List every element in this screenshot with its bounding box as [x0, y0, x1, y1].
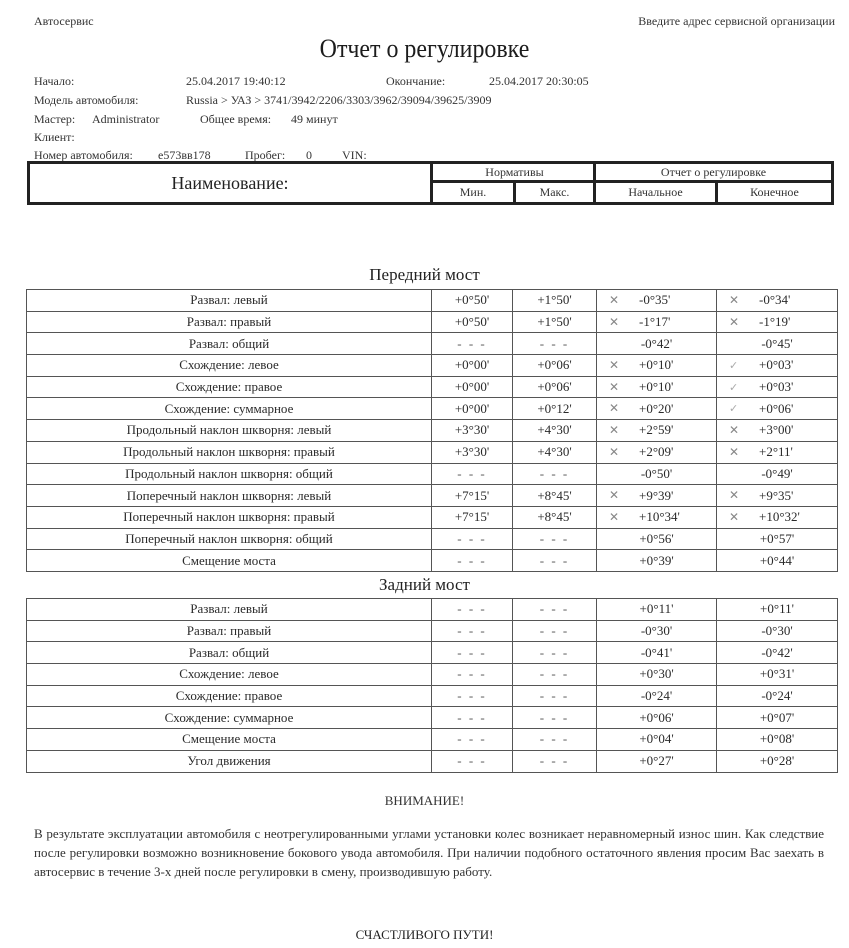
- min-cell: [432, 620, 513, 642]
- initial-cell-value: -0°41': [640, 644, 673, 660]
- min-cell-value: +0°00': [454, 379, 490, 395]
- table-row: [27, 664, 838, 686]
- initial-cell-value: -0°50': [640, 465, 673, 481]
- min-cell: [432, 441, 513, 463]
- cross-icon: ✕: [729, 444, 740, 459]
- cross-icon: ✕: [609, 509, 620, 524]
- final-cell-value: -1°19': [759, 314, 791, 330]
- max-cell: [513, 550, 597, 572]
- final-cell: [717, 550, 838, 572]
- min-cell-value: +3°30': [454, 422, 490, 438]
- max-cell-value: +1°50': [537, 292, 572, 308]
- min-cell-value: +7°15': [454, 509, 490, 525]
- plate-value: е573вв178: [158, 148, 211, 162]
- max-cell-value: +4°30': [537, 422, 572, 438]
- min-cell: [432, 664, 513, 686]
- cross-icon: ✕: [609, 401, 620, 416]
- column-header-initial: Начальное: [628, 185, 683, 199]
- initial-cell: [597, 463, 717, 485]
- initial-cell-value: +9°39': [639, 487, 674, 503]
- initial-cell: [597, 528, 717, 550]
- end-value: 25.04.2017 20:30:05: [489, 74, 589, 88]
- column-header-final: Конечное: [750, 185, 799, 199]
- max-cell-value: - - -: [539, 688, 570, 704]
- min-cell: [432, 550, 513, 572]
- initial-cell-value: +0°10': [639, 379, 674, 395]
- table-row: [27, 355, 838, 377]
- min-cell: [432, 599, 513, 621]
- max-cell: [513, 620, 597, 642]
- final-cell: [717, 506, 838, 528]
- initial-cell-value: +0°10': [639, 357, 674, 373]
- column-header-min: Мин.: [459, 185, 487, 199]
- table-row: [27, 398, 838, 420]
- vin-label: VIN:: [342, 148, 367, 162]
- final-cell: [717, 685, 838, 707]
- min-cell: [432, 355, 513, 377]
- table-row: [27, 620, 838, 642]
- cross-icon: ✕: [609, 488, 620, 503]
- parameter-name: Схождение: левое: [27, 355, 432, 377]
- min-cell: [432, 398, 513, 420]
- min-cell: [432, 506, 513, 528]
- final-cell-value: -0°24': [761, 688, 793, 704]
- parameter-name: Развал: общий: [27, 333, 432, 355]
- max-cell: [513, 528, 597, 550]
- final-cell-value: +3°00': [759, 422, 794, 438]
- final-cell-value: +2°11': [759, 444, 793, 460]
- min-cell-value: - - -: [457, 688, 487, 704]
- table-row: [27, 528, 838, 550]
- max-cell-value: - - -: [539, 601, 570, 617]
- initial-cell: [597, 642, 717, 664]
- min-cell: [432, 750, 513, 772]
- initial-cell: [597, 729, 717, 751]
- min-cell: [432, 528, 513, 550]
- final-cell: [717, 707, 838, 729]
- table-row: [27, 441, 838, 463]
- max-cell-value: +0°06': [537, 357, 572, 373]
- min-cell-value: +0°50': [454, 314, 490, 330]
- table-row: [27, 750, 838, 772]
- final-cell-value: -0°30': [761, 623, 793, 639]
- initial-cell: [597, 420, 717, 442]
- min-cell: [432, 463, 513, 485]
- final-cell-value: -0°45': [761, 335, 793, 351]
- table-row: [27, 599, 838, 621]
- max-cell: [513, 729, 597, 751]
- min-cell-value: - - -: [457, 335, 487, 351]
- parameter-name: Поперечный наклон шкворня: левый: [27, 485, 432, 507]
- min-cell: [432, 290, 513, 312]
- final-cell: [717, 355, 838, 377]
- initial-cell-value: +0°27': [639, 753, 674, 769]
- min-cell: [432, 729, 513, 751]
- parameter-name: Схождение: правое: [27, 685, 432, 707]
- min-cell-value: - - -: [457, 601, 487, 617]
- min-cell-value: - - -: [457, 530, 487, 546]
- min-cell-value: - - -: [457, 731, 487, 747]
- initial-cell-value: -1°17': [639, 314, 671, 330]
- initial-cell-value: +2°09': [639, 444, 674, 460]
- max-cell-value: - - -: [539, 335, 570, 351]
- parameter-name: Схождение: левое: [27, 664, 432, 686]
- min-cell-value: +0°50': [454, 292, 490, 308]
- min-cell: [432, 707, 513, 729]
- max-cell: [513, 311, 597, 333]
- parameter-name: Продольный наклон шкворня: правый: [27, 441, 432, 463]
- initial-cell-value: +0°56': [639, 530, 674, 546]
- front-axle-table: [26, 289, 838, 572]
- mileage-value: 0: [306, 148, 312, 162]
- final-cell-value: +0°28': [759, 753, 795, 769]
- max-cell: [513, 290, 597, 312]
- final-cell-value: +0°07': [759, 709, 795, 725]
- final-cell: [717, 441, 838, 463]
- max-cell: [513, 664, 597, 686]
- max-cell-value: +4°30': [537, 444, 572, 460]
- final-cell-value: -0°34': [759, 292, 791, 308]
- final-cell-value: -0°42': [761, 644, 793, 660]
- max-cell: [513, 707, 597, 729]
- max-cell: [513, 599, 597, 621]
- initial-cell: [597, 355, 717, 377]
- client-label: Клиент:: [34, 130, 75, 144]
- parameter-name: Развал: правый: [27, 311, 432, 333]
- notice-text: В результате эксплуатации автомобиля с неотрегулированными углами установки колес возникает неравномерный износ шин. Как следствие после регулировки возможно возникновение бокового увода автомобиля. При наличии подобного остаточного явления просим Вас заехать в автосервис в течение 3-х дней после регулировки в смену, производившую работу.: [34, 826, 824, 879]
- section-title-rear-axle: Задний мост: [379, 575, 470, 594]
- table-row: [27, 376, 838, 398]
- total-time-value: 49 минут: [291, 112, 338, 126]
- service-address: Введите адрес сервисной организации: [638, 14, 835, 28]
- attention-heading: ВНИМАНИЕ!: [384, 793, 465, 808]
- initial-cell-value: -0°30': [640, 623, 673, 639]
- final-cell: [717, 333, 838, 355]
- max-cell-value: +8°45': [537, 487, 572, 503]
- start-label: Начало:: [34, 74, 75, 88]
- final-cell: [717, 376, 838, 398]
- final-cell: [717, 664, 838, 686]
- initial-cell: [597, 707, 717, 729]
- final-cell-value: +0°11': [760, 601, 794, 617]
- parameter-name: Угол движения: [27, 750, 432, 772]
- table-row: [27, 311, 838, 333]
- table-row: [27, 506, 838, 528]
- check-icon: ✓: [729, 359, 739, 372]
- initial-cell: [597, 311, 717, 333]
- cross-icon: ✕: [729, 509, 740, 524]
- final-cell: [717, 620, 838, 642]
- initial-cell: [597, 485, 717, 507]
- parameter-name: Поперечный наклон шкворня: правый: [27, 506, 432, 528]
- cross-icon: ✕: [609, 357, 620, 372]
- initial-cell: [597, 664, 717, 686]
- min-cell-value: +7°15': [454, 487, 490, 503]
- final-cell-value: +0°31': [759, 666, 795, 682]
- parameter-name: Развал: левый: [27, 599, 432, 621]
- initial-cell-value: +10°34': [639, 509, 680, 525]
- parameter-name: Развал: левый: [27, 290, 432, 312]
- initial-cell-value: +0°20': [639, 400, 674, 416]
- final-cell-value: +0°06': [759, 400, 794, 416]
- min-cell: [432, 485, 513, 507]
- max-cell-value: +0°12': [537, 400, 572, 416]
- parameter-name: Поперечный наклон шкворня: общий: [27, 528, 432, 550]
- initial-cell: [597, 550, 717, 572]
- initial-cell: [597, 620, 717, 642]
- parameter-name: Схождение: правое: [27, 376, 432, 398]
- min-cell-value: - - -: [457, 644, 487, 660]
- initial-cell: [597, 333, 717, 355]
- min-cell-value: +0°00': [454, 400, 490, 416]
- initial-cell-value: +2°59': [639, 422, 674, 438]
- initial-cell: [597, 750, 717, 772]
- final-cell-value: +0°03': [759, 379, 794, 395]
- page-title: Отчет о регулировке: [319, 34, 530, 63]
- max-cell: [513, 376, 597, 398]
- table-row: [27, 707, 838, 729]
- rear-axle-table: [26, 598, 838, 773]
- cross-icon: ✕: [729, 422, 740, 437]
- min-cell-value: - - -: [457, 709, 487, 725]
- initial-cell: [597, 441, 717, 463]
- parameter-name: Схождение: суммарное: [27, 398, 432, 420]
- min-cell-value: - - -: [457, 753, 487, 769]
- column-header-max: Макс.: [539, 185, 570, 199]
- final-cell-value: +0°57': [759, 530, 795, 546]
- column-header-name: Наименование:: [30, 164, 433, 202]
- column-group-report: Отчет о регулировке: [596, 164, 831, 183]
- parameter-name: Продольный наклон шкворня: левый: [27, 420, 432, 442]
- initial-cell-value: -0°35': [639, 292, 671, 308]
- final-cell: [717, 420, 838, 442]
- final-cell: [717, 729, 838, 751]
- final-cell: [717, 290, 838, 312]
- final-cell-value: +0°08': [759, 731, 795, 747]
- final-cell-value: +10°32': [759, 509, 800, 525]
- max-cell: [513, 685, 597, 707]
- check-icon: ✓: [729, 381, 739, 394]
- cross-icon: ✕: [609, 292, 620, 307]
- max-cell: [513, 463, 597, 485]
- min-cell: [432, 642, 513, 664]
- max-cell-value: - - -: [539, 731, 570, 747]
- max-cell: [513, 420, 597, 442]
- cross-icon: ✕: [729, 488, 740, 503]
- final-cell-value: +0°44': [759, 552, 795, 568]
- end-label: Окончание:: [386, 74, 446, 88]
- master-label: Мастер:: [34, 112, 76, 126]
- cross-icon: ✕: [609, 379, 620, 394]
- cross-icon: ✕: [609, 444, 620, 459]
- min-cell: [432, 376, 513, 398]
- table-row: [27, 685, 838, 707]
- min-cell: [432, 311, 513, 333]
- initial-cell: [597, 685, 717, 707]
- total-time-label: Общее время:: [200, 112, 272, 126]
- cross-icon: ✕: [729, 292, 740, 307]
- initial-cell: [597, 290, 717, 312]
- max-cell-value: - - -: [539, 709, 570, 725]
- max-cell-value: - - -: [539, 753, 570, 769]
- table-row: [27, 333, 838, 355]
- table-row: [27, 420, 838, 442]
- min-cell-value: +0°00': [454, 357, 490, 373]
- min-cell-value: - - -: [457, 666, 487, 682]
- model-label: Модель автомобиля:: [34, 93, 139, 107]
- section-title-front-axle: Передний мост: [369, 265, 480, 284]
- max-cell: [513, 333, 597, 355]
- max-cell: [513, 485, 597, 507]
- initial-cell-value: +0°11': [639, 601, 674, 617]
- max-cell-value: - - -: [539, 552, 570, 568]
- max-cell-value: - - -: [539, 623, 570, 639]
- max-cell: [513, 398, 597, 420]
- final-cell: [717, 485, 838, 507]
- final-cell: [717, 311, 838, 333]
- max-cell-value: - - -: [539, 465, 570, 481]
- model-value: Russia > УАЗ > 3741/3942/2206/3303/3962/39094/39625/3909: [186, 93, 492, 107]
- max-cell-value: +1°50': [537, 314, 572, 330]
- max-cell-value: +8°45': [537, 509, 572, 525]
- max-cell-value: - - -: [539, 644, 570, 660]
- plate-label: Номер автомобиля:: [34, 148, 133, 162]
- min-cell-value: +3°30': [454, 444, 490, 460]
- final-cell-value: -0°49': [761, 465, 793, 481]
- max-cell: [513, 506, 597, 528]
- farewell-text: СЧАСТЛИВОГО ПУТИ!: [355, 927, 494, 942]
- min-cell: [432, 420, 513, 442]
- min-cell: [432, 333, 513, 355]
- min-cell: [432, 685, 513, 707]
- parameter-name: Схождение: суммарное: [27, 707, 432, 729]
- cross-icon: ✕: [609, 422, 620, 437]
- cross-icon: ✕: [729, 314, 740, 329]
- max-cell-value: - - -: [539, 666, 570, 682]
- table-header: [27, 161, 834, 205]
- start-value: 25.04.2017 19:40:12: [186, 74, 286, 88]
- table-row: [27, 550, 838, 572]
- max-cell: [513, 441, 597, 463]
- parameter-name: Смещение моста: [27, 729, 432, 751]
- table-row: [27, 485, 838, 507]
- max-cell-value: - - -: [539, 530, 570, 546]
- min-cell-value: - - -: [457, 465, 487, 481]
- table-row: [27, 642, 838, 664]
- min-cell-value: - - -: [457, 552, 487, 568]
- final-cell-value: +9°35': [759, 487, 794, 503]
- final-cell: [717, 642, 838, 664]
- cross-icon: ✕: [609, 314, 620, 329]
- mileage-label: Пробег:: [245, 148, 286, 162]
- parameter-name: Развал: общий: [27, 642, 432, 664]
- max-cell-value: +0°06': [537, 379, 572, 395]
- max-cell: [513, 355, 597, 377]
- final-cell: [717, 599, 838, 621]
- table-row: [27, 729, 838, 751]
- initial-cell-value: -0°24': [640, 688, 673, 704]
- parameter-name: Развал: правый: [27, 620, 432, 642]
- min-cell-value: - - -: [457, 623, 487, 639]
- final-cell-value: +0°03': [759, 357, 794, 373]
- initial-cell: [597, 506, 717, 528]
- initial-cell-value: +0°04': [639, 731, 674, 747]
- table-row: [27, 463, 838, 485]
- parameter-name: Продольный наклон шкворня: общий: [27, 463, 432, 485]
- check-icon: ✓: [729, 403, 739, 416]
- service-name: Автосервис: [34, 14, 94, 28]
- initial-cell-value: +0°06': [639, 709, 674, 725]
- master-value: Administrator: [92, 112, 160, 126]
- initial-cell-value: +0°30': [639, 666, 674, 682]
- initial-cell-value: +0°39': [639, 552, 674, 568]
- max-cell: [513, 750, 597, 772]
- max-cell: [513, 642, 597, 664]
- initial-cell: [597, 398, 717, 420]
- parameter-name: Смещение моста: [27, 550, 432, 572]
- final-cell: [717, 528, 838, 550]
- column-group-norms: Нормативы: [433, 164, 596, 183]
- table-row: [27, 290, 838, 312]
- final-cell: [717, 463, 838, 485]
- initial-cell: [597, 376, 717, 398]
- final-cell: [717, 750, 838, 772]
- final-cell: [717, 398, 838, 420]
- initial-cell-value: -0°42': [640, 335, 673, 351]
- initial-cell: [597, 599, 717, 621]
